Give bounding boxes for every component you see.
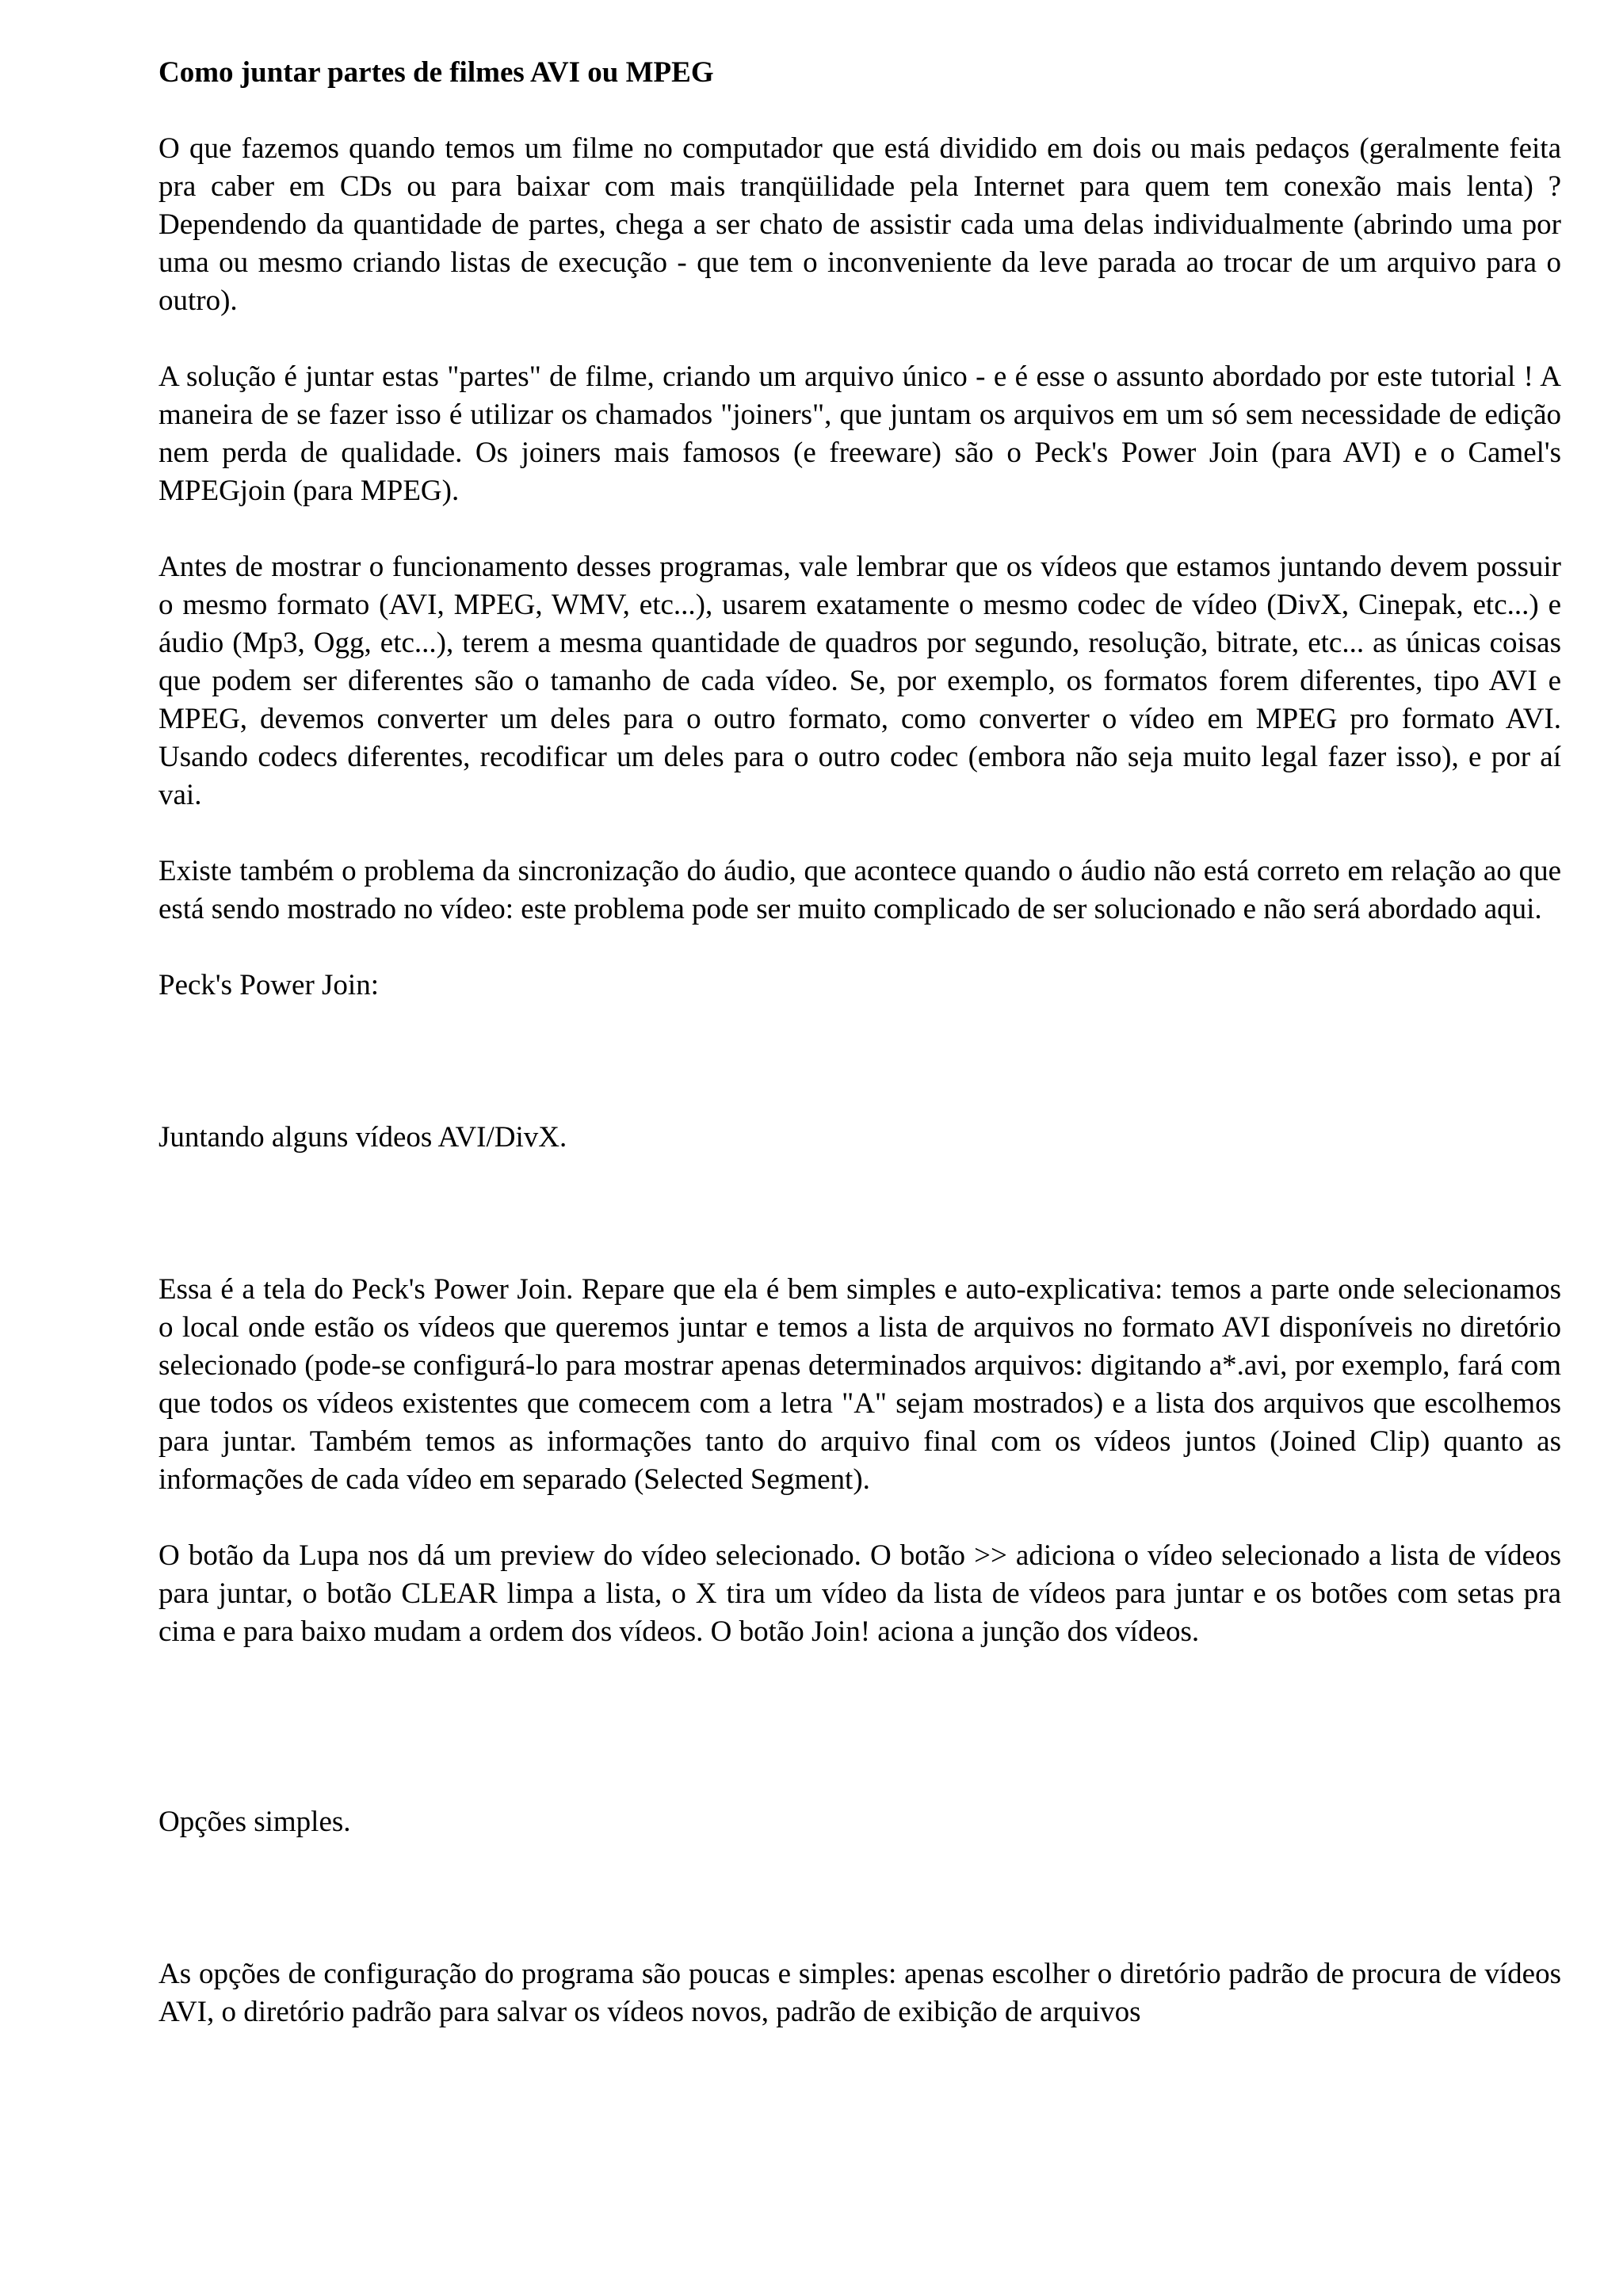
paragraph-buttons-description: O botão da Lupa nos dá um preview do vídeo selecionado. O botão >> adiciona o vídeo selecionado a lista de vídeos para juntar, o botão CLEAR limpa a lista, o X tira um vídeo da lista de vídeos para juntar e os botões com setas pra cima e para baixo mudam a ordem dos vídeos. O botão Join! aciona a junção dos vídeos. (158, 1539, 1561, 1648)
paragraph-requirements: Antes de mostrar o funcionamento desses programas, vale lembrar que os vídeos que estamos juntando devem possuir o mesmo formato (AVI, MPEG, WMV, etc...), usarem exatamente o mesmo codec de vídeo (DivX, Cinepak, etc...) e áudio (Mp3, Ogg, etc...), terem a mesma quantidade de quadros por segundo, resolução, bitrate, etc... as únicas coisas que podem ser diferentes são o tamanho de cada vídeo. Se, por exemplo, os formatos forem diferentes, tipo AVI e MPEG, devemos converter um deles para o outro formato, como converter o vídeo em MPEG pro formato AVI. Usando codecs diferentes, recodificar um deles para o outro codec (embora não seja muito legal fazer isso), e por aí vai. (158, 551, 1561, 811)
paragraph-audio-sync: Existe também o problema da sincronização do áudio, que acontece quando o áudio não está correto em relação ao que está sendo mostrado no vídeo: este problema pode ser muito complicado de ser solucionado e não será abordado aqui. (158, 855, 1561, 925)
paragraph-intro: O que fazemos quando temos um filme no computador que está dividido em dois ou mais pedaços (geralmente feita pra caber em CDs ou para baixar com mais tranqüilidade pela Internet para quem tem conexão mais lenta) ? Dependendo da quantidade de partes, chega a ser chato de assistir cada uma delas individualmente (abrindo uma por uma ou mesmo criando listas de execução - que tem o inconveniente da leve parada ao trocar de um arquivo para o outro). (158, 132, 1561, 317)
paragraph-solution: A solução é juntar estas "partes" de filme, criando um arquivo único - e é esse o assunto abordado por este tutorial ! A maneira de se fazer isso é utilizar os chamados "joiners", que juntam os arquivos em um só sem necessidade de edição nem perda de qualidade. Os joiners mais famosos (e freeware) são o Peck's Power Join (para AVI) e o Camel's MPEGjoin (para MPEG). (158, 360, 1561, 507)
caption-joining-videos: Juntando alguns vídeos AVI/DivX. (158, 1121, 567, 1154)
document-title: Como juntar partes de filmes AVI ou MPEG (158, 56, 714, 89)
section-label-power-join: Peck's Power Join: (158, 969, 379, 1001)
paragraph-options: As opções de configuração do programa são poucas e simples: apenas escolher o diretório padrão de procura de vídeos AVI, o diretório padrão para salvar os vídeos novos, padrão de exibição de arquivos (158, 1958, 1561, 2028)
document-page (158, 54, 1561, 2031)
caption-simple-options: Opções simples. (158, 1806, 351, 1838)
paragraph-screen-description: Essa é a tela do Peck's Power Join. Repare que ela é bem simples e auto-explicativa: temos a parte onde selecionamos o local onde estão os vídeos que queremos juntar e temos a lista de arquivos no formato AVI disponíveis no diretório selecionado (pode-se configurá-lo para mostrar apenas determinados arquivos: digitando a*.avi, por exemplo, fará com que todos os vídeos existentes que comecem com a letra "A" sejam mostrados) e a lista dos arquivos que escolhemos para juntar. Também temos as informações tanto do arquivo final com os vídeos juntos (Joined Clip) quanto as informações de cada vídeo em separado (Selected Segment). (158, 1273, 1561, 1496)
